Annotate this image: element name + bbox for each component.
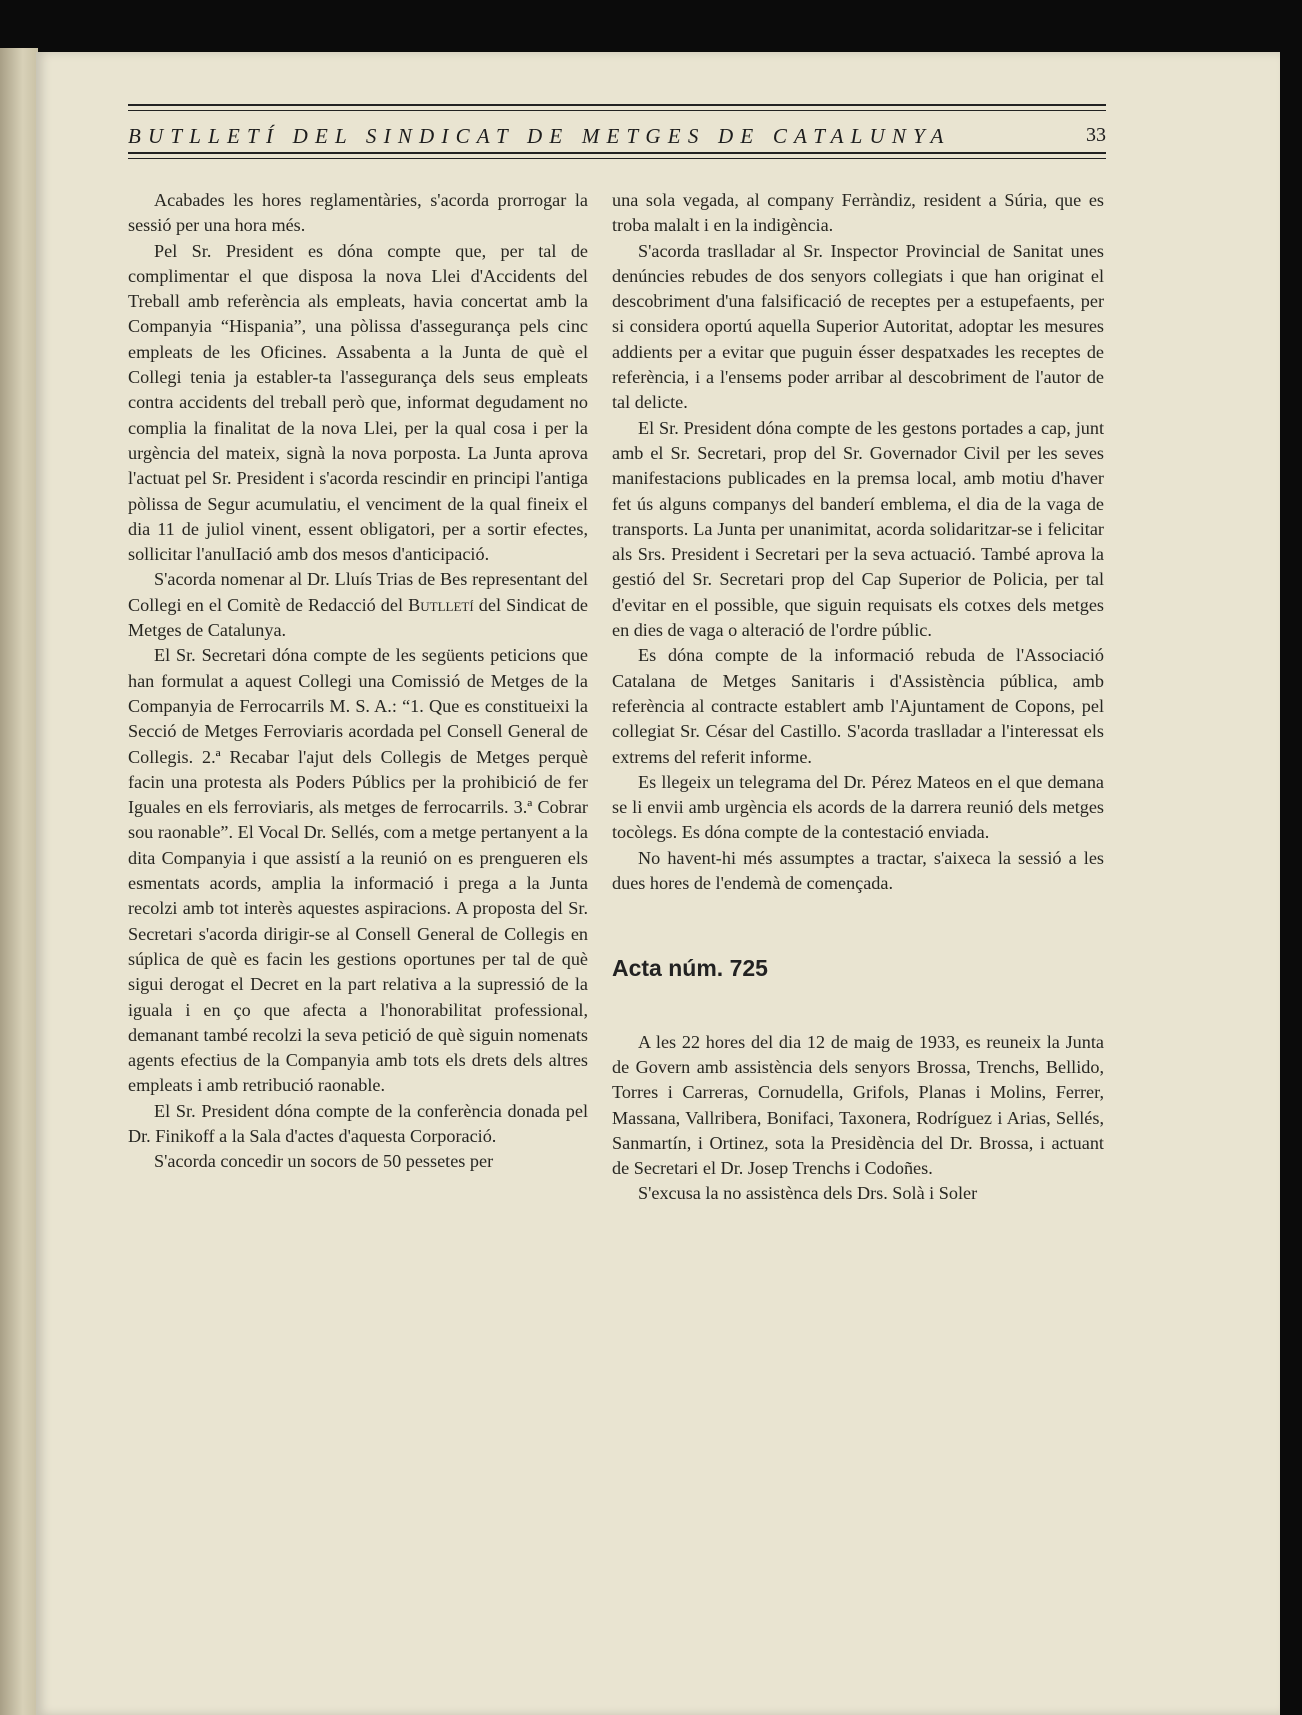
paragraph: Es dóna compte de la informació rebuda de l'Associació Catalana de Metges Sanitaris i d'Assistència pública, amb referència al contracte establert amb l'Ajuntament de Copons, pel collegiat Sr. César del Castillo. S'acorda traslladar a l'interessat els extrems del referit informe. [612, 645, 1104, 767]
section-heading: Acta núm. 725 [612, 955, 768, 982]
paragraph: Pel Sr. President es dóna compte que, per tal de complimentar el que disposa la nova Llei d'Accidents del Treball amb referència als empleats, havia concertat amb la Companyia “Hispania”, una pòlissa d'assegurança pels cinc empleats de les Oficines. Assabenta a la Junta de què el Collegi tenia ja establer-ta l'assegurança dels seus empleats contra accidents del treball però que, informat degudament no complia la finalitat de la nova Llei, per la qual cosa i per la urgència del mateix, signà la nova porposta. La Junta aprova l'actuat pel Sr. President i s'acorda rescindir en principi l'antiga pòlissa de Segur acumulatiu, el venciment de la qual fineix el dia 11 de juliol vinent, essent obligatori, per a sortir efectes, sollicitar l'anulIació amb dos mesos d'anticipació. [128, 240, 588, 565]
left-column [128, 188, 588, 1175]
text-run: del Sindicat de Metges de Catalunya. [128, 594, 588, 641]
paragraph [128, 567, 588, 643]
header-rule-top-thin [128, 110, 1106, 111]
header-rule-bottom-thin [128, 158, 1106, 159]
paragraph: S'acorda traslladar al Sr. Inspector Provincial de Sanitat unes denúncies rebudes de dos senyors collegiats i que han originat el descobriment d'una falsificació de receptes per a estupefaents, per si considera oportú aquella Superior Autoritat, adoptar les mesures addients per a evitar que puguin ésser despatxades les receptes de referència, i a l'ensems poder arribar al descobriment de l'autor de tal delicte. [612, 240, 1104, 413]
paragraph: El Sr. President dóna compte de les gestons portades a cap, junt amb el Sr. Secretari, prop del Sr. Governador Civil per les seves manifestacions publicades en la premsa local, amb motiu d'haver fet ús alguns companys del banderí emblema, el dia de la vaga de transports. La Junta per unanimitat, acorda solidaritzar-se i felicitar als Srs. President i Secretari per la seva actuació. També aprova la gestió del Sr. Secretari prop del Cap Superior de Policia, per tal d'evitar en el possible, que siguin requisats els cotxes dels metges en dies de vaga o alteració de l'ordre públic. [612, 417, 1104, 641]
right-column [612, 188, 1104, 1207]
paragraph: No havent-hi més assumptes a tractar, s'aixeca la sessió a les dues hores de l'endemà de començada. [612, 847, 1104, 894]
paragraph: El Sr. President dóna compte de la conferència donada pel Dr. Finikoff a la Sala d'actes d'aquesta Corporació. [128, 1100, 588, 1146]
paragraph: A les 22 hores del dia 12 de maig de 1933, es reuneix la Junta de Govern amb assistència dels senyors Brossa, Trenchs, Bellido, Torres i Carreras, Cornudella, Grifols, Planas i Molins, Ferrer, Massana, Vallribera, Bonifaci, Taxonera, Rodríguez i Arias, Sellés, Sanmartín, i Ortinez, sota la Presidència del Dr. Brossa, i actuant de Secretari el Dr. Josep Trenchs i Codoñes. [612, 1031, 1104, 1179]
paragraph: Acabades les hores reglamentàries, s'acorda prorrogar la sessió per una hora més. [128, 190, 588, 236]
paragraph: S'excusa la no assistènca dels Drs. Solà i Soler [638, 1183, 978, 1204]
journal-title: BUTLLETÍ DEL SINDICAT DE METGES DE CATALUNYA [128, 124, 951, 148]
running-header [128, 104, 1106, 160]
header-rule-bottom [128, 152, 1106, 154]
journal-name: Butlletí [408, 594, 474, 615]
paragraph: Es llegeix un telegrama del Dr. Pérez Mateos en el que demana se li envii amb urgència els acords de la darrera reunió dels metges tocòlegs. Es dóna compte de la contestació enviada. [612, 771, 1104, 843]
paragraph-continued: una sola vegada, al company Ferràndiz, resident a Súria, que es troba malalt i en la indigència. [612, 190, 1104, 236]
paragraph: El Sr. Secretari dóna compte de les següents peticions que han formulat a aquest Collegi una Comissió de Metges de la Companyia de Ferrocarrils M. S. A.: “1. Que es constitueixi la Secció de Metges Ferroviaris acordada pel Consell General de Collegis. 2.ª Recabar l'ajut dels Collegis de Metges perquè facin una protesta als Poders Públics per la prohibició de fer Iguales en els ferroviaris, als metges de ferrocarrils. 3.ª Cobrar sou raonable”. El Vocal Dr. Sellés, com a metge pertanyent a la dita Companyia i que assistí a la reunió on es prengueren els esmentats acords, amplia la informació i prega a la Junta recolzi amb tot interès aquestes aspiracions. A proposta del Sr. Secretari s'acorda dirigir-se al Consell General de Collegis en súplica de què es facin les gestions oportunes per tal de què sigui derogat el Decret en la part relativa a la supressió de la iguala i en ço que afecta a l'honorabilitat professional, demanant també recolzi la seva petició de què siguin nomenats agents efectius de la Companyia amb tots els drets dels altres empleats i amb retribució raonable. [128, 645, 588, 1096]
paragraph: S'acorda concedir un socors de 50 pessetes per [154, 1151, 494, 1172]
facing-page-edge [0, 48, 38, 1715]
text-run: S'acorda nomenar al Dr. Lluís Trias de Bes representant del Collegi en el Comitè de Redacció del [128, 569, 588, 615]
page-number: 33 [1086, 124, 1106, 146]
header-rule-top [128, 104, 1106, 106]
